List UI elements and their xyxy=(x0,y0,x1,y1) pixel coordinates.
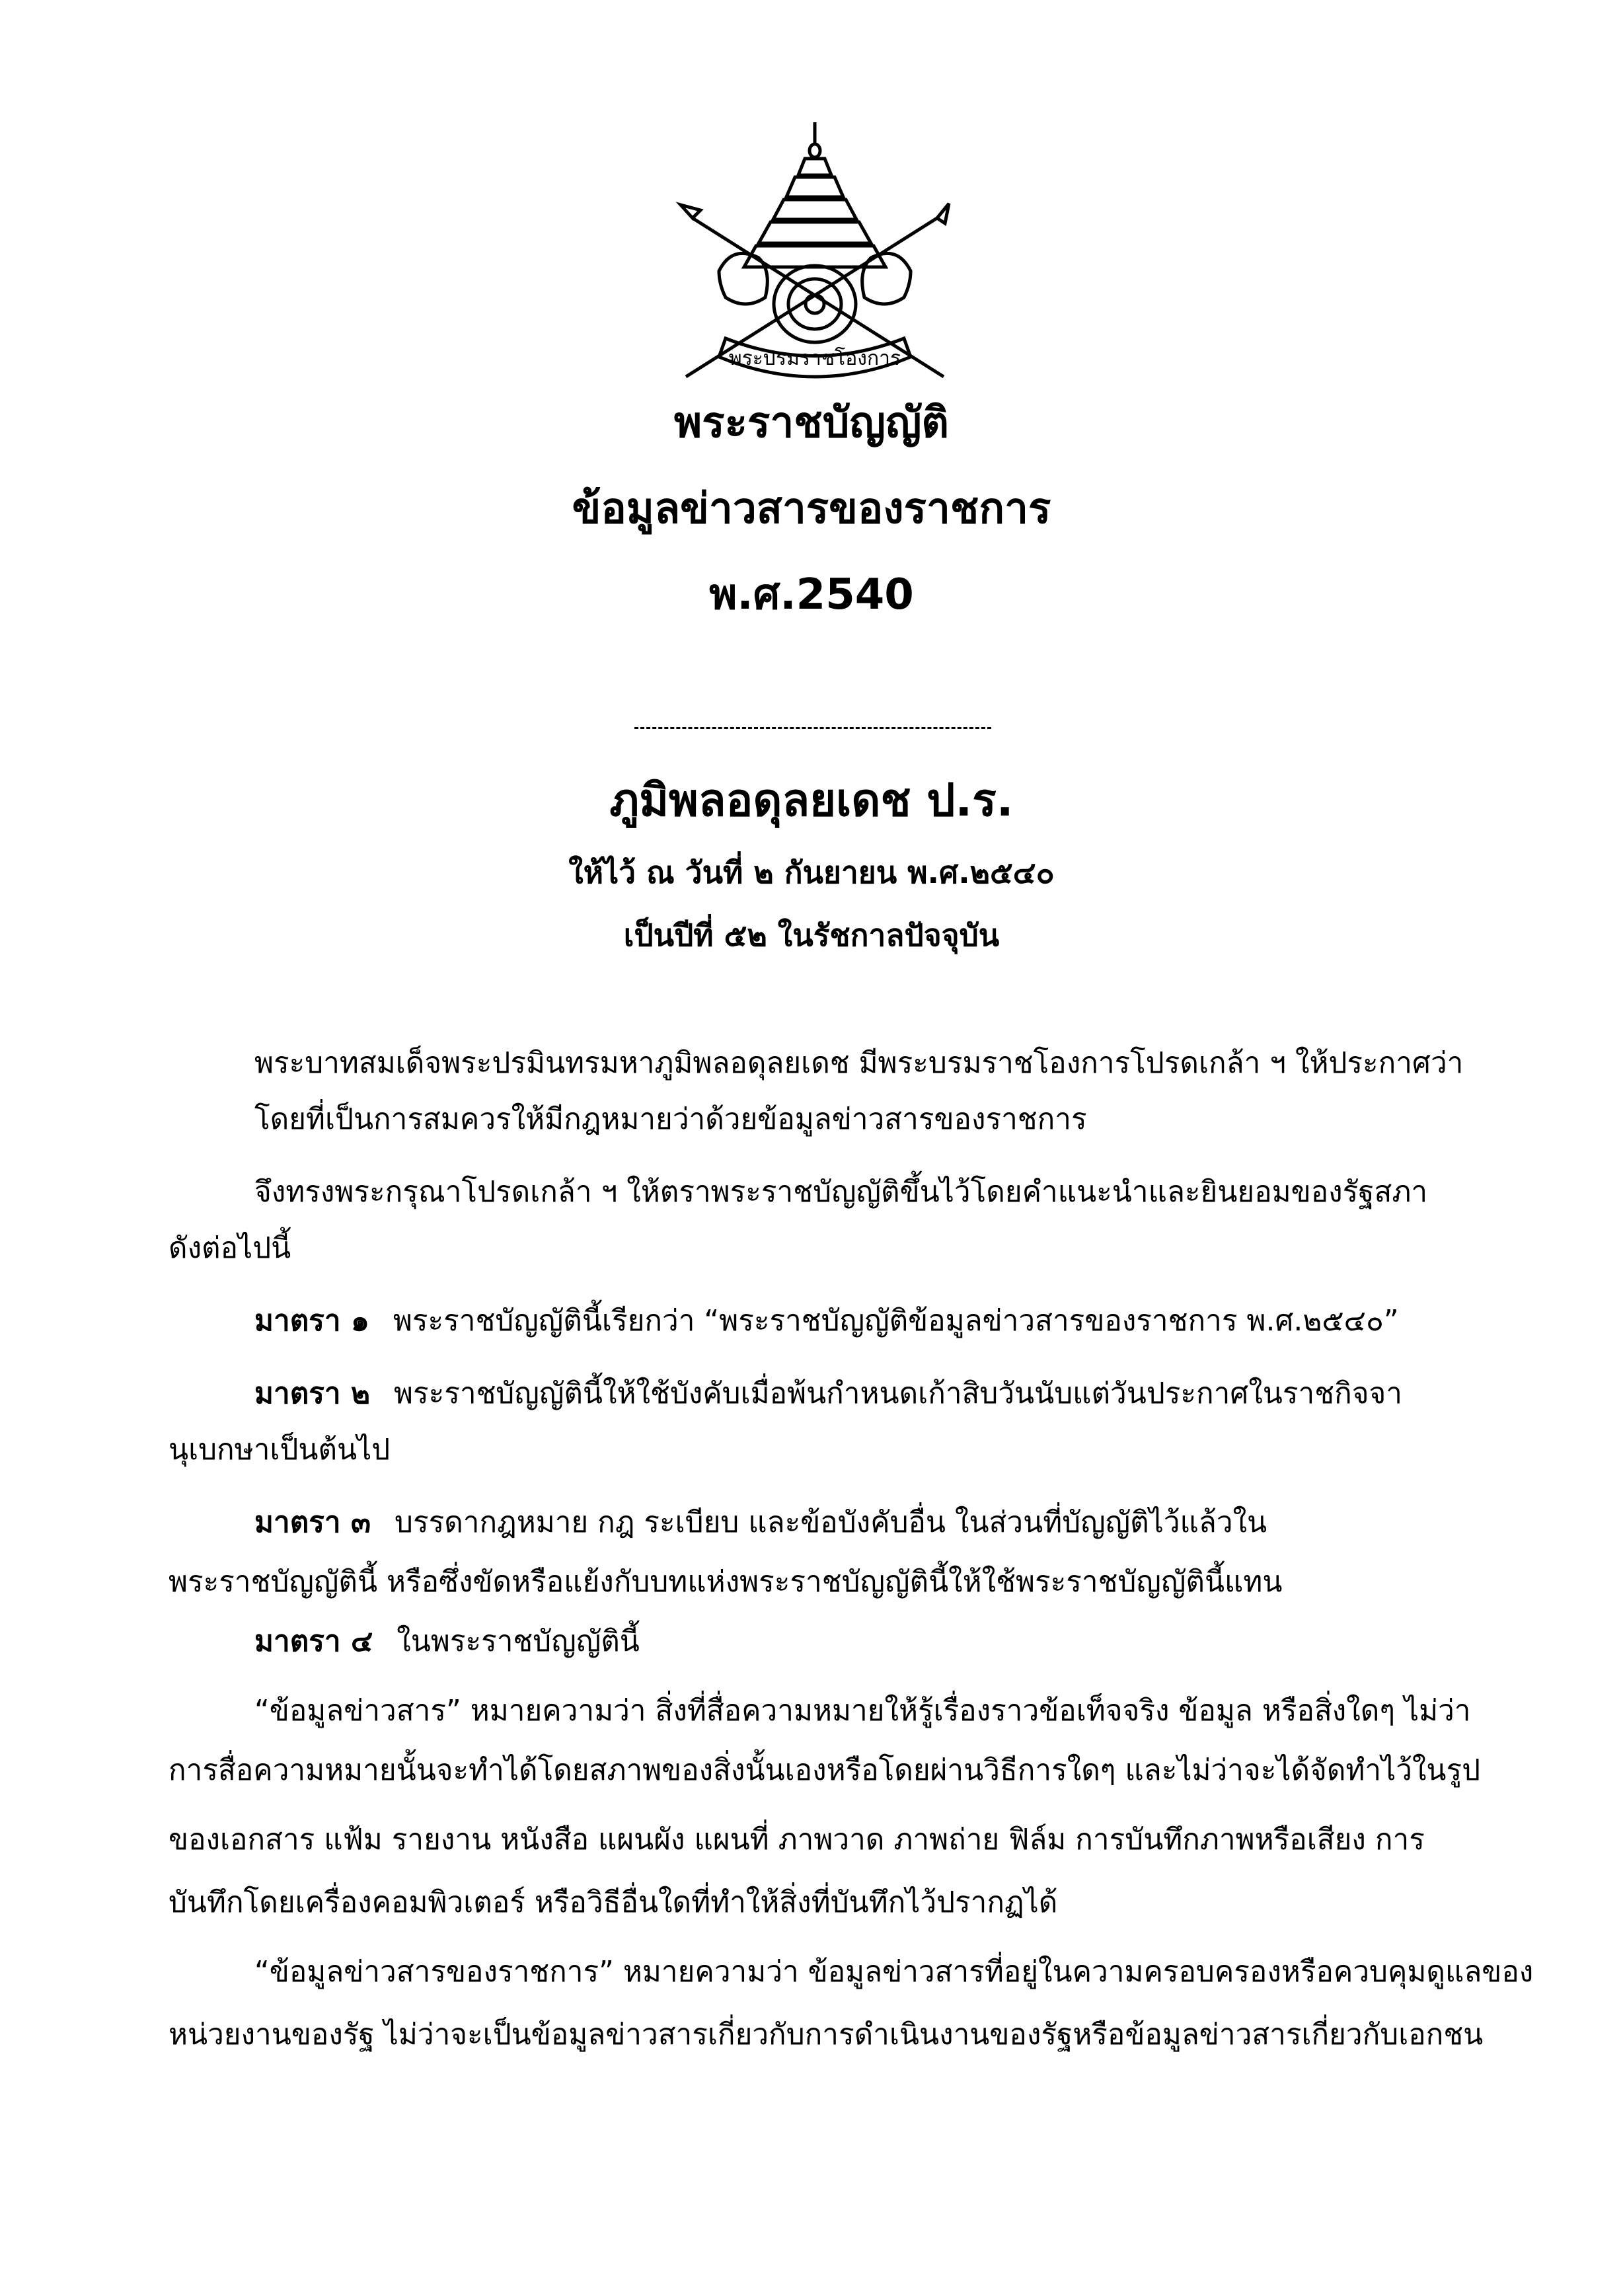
section-1-label: มาตรา ๑ xyxy=(254,1304,369,1338)
definition-1-line4: บันทึกโดยเครื่องคอมพิวเตอร์ หรือวิธีอื่นใดที่ทำให้สิ่งที่บันทึกไว้ปรากฏได้ xyxy=(169,1886,1058,1919)
section-2-label: มาตรา ๒ xyxy=(254,1377,370,1410)
royal-crown-seal-icon xyxy=(673,119,957,397)
definition-1-line3: ของเอกสาร แฟ้ม รายงาน หนังสือ แผนผัง แผนที่ ภาพวาด ภาพถ่าย ฟิล์ม การบันทึกภาพหรือเสียง การ xyxy=(169,1823,1425,1856)
section-3-continuation: พระราชบัญญัตินี้ หรือซึ่งขัดหรือแย้งกับบทแห่งพระราชบัญญัตินี้ให้ใช้พระราชบัญญัตินี้แทน xyxy=(169,1565,1283,1599)
section-2-continuation: นุเบกษาเป็นต้นไป xyxy=(169,1433,391,1467)
section-2 xyxy=(254,1375,1402,1413)
preamble-line3: จึงทรงพระกรุณาโปรดเกล้า ฯ ให้ตราพระราชบัญญัติขึ้นไว้โดยคำแนะนำและยินยอมของรัฐสภา xyxy=(254,1175,1428,1209)
act-title-line2: ข้อมูลข่าวสารของราชการ xyxy=(572,484,1051,533)
section-1 xyxy=(254,1302,1399,1340)
section-1-text: พระราชบัญญัตินี้เรียกว่า “พระราชบัญญัติข้อมูลข่าวสารของราชการ พ.ศ.๒๕๔๐” xyxy=(393,1304,1399,1338)
definition-1-line1: “ข้อมูลข่าวสาร” หมายความว่า สิ่งที่สื่อความหมายให้รู้เรื่องราวข้อเท็จจริง ข้อมูล หรือสิ่งใดๆ ไม่ว่า xyxy=(254,1694,1471,1728)
definition-2-line1: “ข้อมูลข่าวสารของราชการ” หมายความว่า ข้อมูลข่าวสารที่อยู่ในความครอบครองหรือควบคุมดูแลของ xyxy=(254,1955,1534,1989)
royal-emblem xyxy=(673,119,957,397)
definition-1-line2: การสื่อความหมายนั้นจะทำได้โดยสภาพของสิ่งนั้นเองหรือโดยผ่านวิธีการใดๆ และไม่ว่าจะได้จัดทำไว้ในรูป xyxy=(169,1753,1481,1787)
section-3-label: มาตรา ๓ xyxy=(254,1506,371,1539)
section-4 xyxy=(254,1623,640,1661)
preamble-line2: โดยที่เป็นการสมควรให้มีกฎหมายว่าด้วยข้อมูลข่าวสารของราชการ xyxy=(254,1102,1087,1136)
preamble-line4: ดังต่อไปนี้ xyxy=(169,1231,291,1265)
reign-year: เป็นปีที่ ๕๒ ในรัชกาลปัจจุบัน xyxy=(623,917,1000,953)
section-2-text: พระราชบัญญัตินี้ให้ใช้บังคับเมื่อพ้นกำหนดเก้าสิบวันนับแต่วันประกาศในราชกิจจา xyxy=(393,1377,1402,1410)
dashed-divider xyxy=(634,727,991,729)
monarch-name: ภูมิพลอดุลยเดช ป.ร. xyxy=(609,775,1014,827)
given-date: ให้ไว้ ณ วันที่ ๒ กันยายน พ.ศ.๒๕๔๐ xyxy=(568,855,1055,890)
seal-ribbon-text: พระบรมราชโองการ xyxy=(728,347,901,370)
section-3 xyxy=(254,1504,1267,1542)
preamble-line1: พระบาทสมเด็จพระปรมินทรมหาภูมิพลอดุลยเดช มีพระบรมราชโองการโปรดเกล้า ฯ ให้ประกาศว่า xyxy=(254,1046,1464,1080)
section-3-text: บรรดากฎหมาย กฎ ระเบียบ และข้อบังคับอื่น ในส่วนที่บัญญัติไว้แล้วใน xyxy=(395,1506,1267,1539)
act-title-line1: พระราชบัญญัติ xyxy=(674,399,949,447)
section-4-text: ในพระราชบัญญัตินี้ xyxy=(396,1625,640,1658)
section-4-label: มาตรา ๔ xyxy=(254,1625,373,1658)
act-title-year: พ.ศ.2540 xyxy=(709,570,914,619)
definition-2-line2: หน่วยงานของรัฐ ไม่ว่าจะเป็นข้อมูลข่าวสารเกี่ยวกับการดำเนินงานของรัฐหรือข้อมูลข่าวสารเกี่ยวกับเอกชน xyxy=(169,2018,1484,2051)
